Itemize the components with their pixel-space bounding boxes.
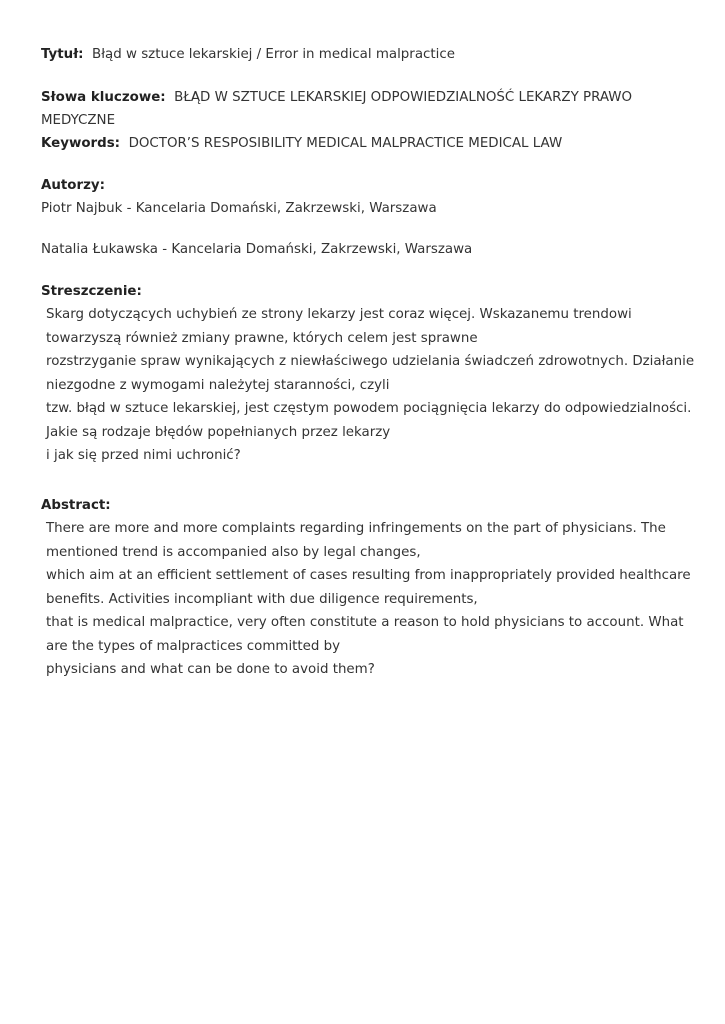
summary-line: i jak się przed nimi uchronić? [46,448,241,463]
keywords-pl-label: Słowa kluczowe: [41,90,166,105]
abstract-line: There are more and more complaints regarding infringements on the part of physicians. The [46,521,666,536]
summary-line: towarzyszą również zmiany prawne, których celem jest sprawne [46,331,478,346]
title-row [41,46,455,64]
keywords-pl-continuation: MEDYCZNE [41,113,116,128]
abstract-line: which aim at an efficient settlement of cases resulting from inappropriately provided healthcare [46,568,691,583]
summary-line: rozstrzyganie spraw wynikających z niewłaściwego udzielania świadczeń zdrowotnych. Działanie [46,354,695,369]
summary-line: tzw. błąd w sztuce lekarskiej, jest częstym powodem pociągnięcia lekarzy do odpowiedzialności. [46,401,692,416]
author-item: Piotr Najbuk - Kancelaria Domański, Zakrzewski, Warszawa [41,201,437,216]
abstract-line: are the types of malpractices committed by [46,639,341,654]
abstract-line: that is medical malpractice, very often constitute a reason to hold physicians to account. What [46,615,684,630]
summary-label: Streszczenie: [41,284,142,299]
abstract-label: Abstract: [41,498,111,513]
abstract-line: physicians and what can be done to avoid them? [46,662,375,677]
abstract-line: benefits. Activities incompliant with due diligence requirements, [46,592,478,607]
summary-line: Jakie są rodzaje błędów popełnianych przez lekarzy [46,425,391,440]
abstract-line: mentioned trend is accompanied also by legal changes, [46,545,421,560]
title-value: Błąd w sztuce lekarskiej / Error in medical malpractice [92,47,455,62]
keywords-en-value: DOCTOR’S RESPOSIBILITY MEDICAL MALPRACTICE MEDICAL LAW [128,136,563,151]
keywords-en-row [41,135,562,153]
keywords-en-label: Keywords: [41,136,121,151]
keywords-pl-row [41,89,632,107]
author-item: Natalia Łukawska - Kancelaria Domański, Zakrzewski, Warszawa [41,242,473,257]
keywords-pl-value: BŁĄD W SZTUCE LEKARSKIEJ ODPOWIEDZIALNOŚĆ LEKARZY PRAWO [174,90,633,105]
authors-label: Autorzy: [41,178,105,193]
summary-line: niezgodne z wymogami należytej staranności, czyli [46,378,390,393]
title-label: Tytuł: [41,47,84,62]
summary-line: Skarg dotyczących uchybień ze strony lekarzy jest coraz więcej. Wskazanemu trendowi [46,307,632,322]
